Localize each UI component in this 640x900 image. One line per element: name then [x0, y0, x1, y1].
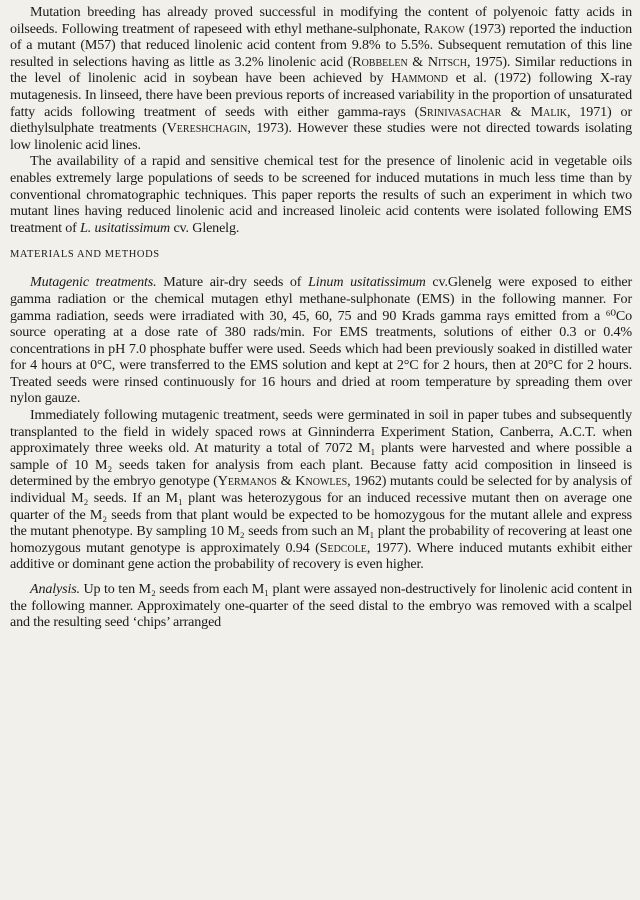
- author-citation: Sedcole: [319, 539, 367, 556]
- section-heading: MATERIALS AND METHODS: [10, 249, 160, 261]
- intro-paragraph-1: [10, 4, 632, 153]
- text-run: , 1977). Where induced mutants exhibit either additive or dominant gene action the probability of recovery is even higher.: [10, 539, 632, 573]
- author-citation: Yermanos & Knowles: [217, 473, 348, 490]
- species-name: L. usitatissimum: [80, 219, 171, 236]
- author-citation: Robbelen & Nitsch: [352, 53, 467, 70]
- text-run: Mature air-dry seeds of: [156, 274, 309, 291]
- text-run: , 1971) or diethylsulphate treatments (: [10, 103, 632, 137]
- species-name: Linum usitatissimum: [308, 274, 426, 291]
- text-run: Immediately following mutagenic treatment, seeds were germinated in soil in paper tubes and subsequently transplanted to the field in widely spaced rows at Ginninderra Experiment Station, Canberra, A.C.T. when approximately three weeks old. At maturity a total of 7072 M₁ plants were harvested and where possible a sample of 10 M₂ seeds taken for analysis from each plant. Because fatty acid composition in linseed is determined by the embryo genotype (: [10, 407, 632, 490]
- text-run: cv.Glenelg were exposed to either gamma radiation or the chemical mutagen ethyl methane-sulphonate (EMS) in the following manner. For gamma radiation, seeds were irradiated with 30, 45, 60, 75 and 90 Krads gamma rays emitted from a ⁶⁰Co source operating at a dose rate of 380 rads/min. For EMS treatments, solutions of either 0.3 or 0.4% concentrations in pH 7.0 phosphate buffer were used. Seeds which had been previously soaked in distilled water for 4 hours at 0°C, were transferred to the EMS solution and kept at 2°C for 2 hours, then at 20°C for 2 hours. Treated seeds were rinsed continuously for 16 hours and dried at room temperature by spreading them over nylon gauze.: [10, 274, 632, 407]
- mutagenic-paragraph-1: [10, 274, 632, 407]
- paragraph-lead: Mutagenic treatments.: [30, 274, 157, 291]
- author-citation: Vereshchagin: [166, 120, 248, 137]
- text-run: Up to ten M₂ seeds from each M₁ plant were assayed non-destructively for linolenic acid content in the following manner. Approximately one-quarter of the seed distal to the embryo was removed with a scalpel and the resulting seed ‘chips’ arranged: [10, 581, 632, 631]
- paragraph-gap: [10, 573, 632, 581]
- text-run: The availability of a rapid and sensitive chemical test for the presence of linolenic acid in vegetable oils enables extremely large populations of seeds to be screened for induced mutations in much less time than by conventional chromatographic techniques. This paper reports the results of such an experiment in which two mutant lines having reduced linolenic acid and increased linoleic acid contents were isolated following EMS treatment of: [10, 153, 632, 236]
- mutagenic-paragraph-2: [10, 407, 632, 573]
- text-run: (1973) reported the induction of a mutant (M57) that reduced linolenic acid content from 9.8% to 5.5%. Subsequent remutation of this line resulted in selections having as little as 3.2% linolenic acid (: [10, 20, 633, 70]
- text-run: et al. (1972) following X-ray mutagenesis. In linseed, there have been previous reports of increased variability in the proportion of unsaturated fatty acids following treatment of seeds with either gamma-rays (: [10, 70, 632, 120]
- paragraph-lead: Analysis.: [30, 581, 80, 597]
- intro-paragraph-2: [10, 153, 632, 236]
- author-citation: Srinivasachar & Malik: [419, 103, 568, 120]
- analysis-paragraph: [10, 581, 632, 631]
- author-citation: Hammond: [391, 70, 448, 87]
- text-run: cv. Glenelg.: [170, 219, 240, 236]
- text-run: , 1962) mutants could be selected for by analysis of individual M₂ seeds. If an M₁ plant was heterozygous for an induced recessive mutant then on average one quarter of the M₂ seeds from that plant would be expected to be homozygous for the mutant allele and express the mutant phenotype. By sampling 10 M₂ seeds from such an M₁ plant the probability of recovering at least one homozygous mutant genotype is approximately 0.94 (: [10, 473, 632, 556]
- text-run: , 1973). However these studies were not directed towards isolating low linolenic acid lines.: [10, 120, 632, 153]
- text-run: Mutation breeding has already proved successful in modifying the content of polyenoic fatty acids in oilseeds. Following treatment of rapeseed with ethyl methane-sulphonate,: [10, 4, 632, 37]
- author-citation: Rakow: [424, 20, 465, 37]
- text-run: , 1975). Similar reductions in the level of linolenic acid in soybean have been achieved by: [10, 53, 632, 87]
